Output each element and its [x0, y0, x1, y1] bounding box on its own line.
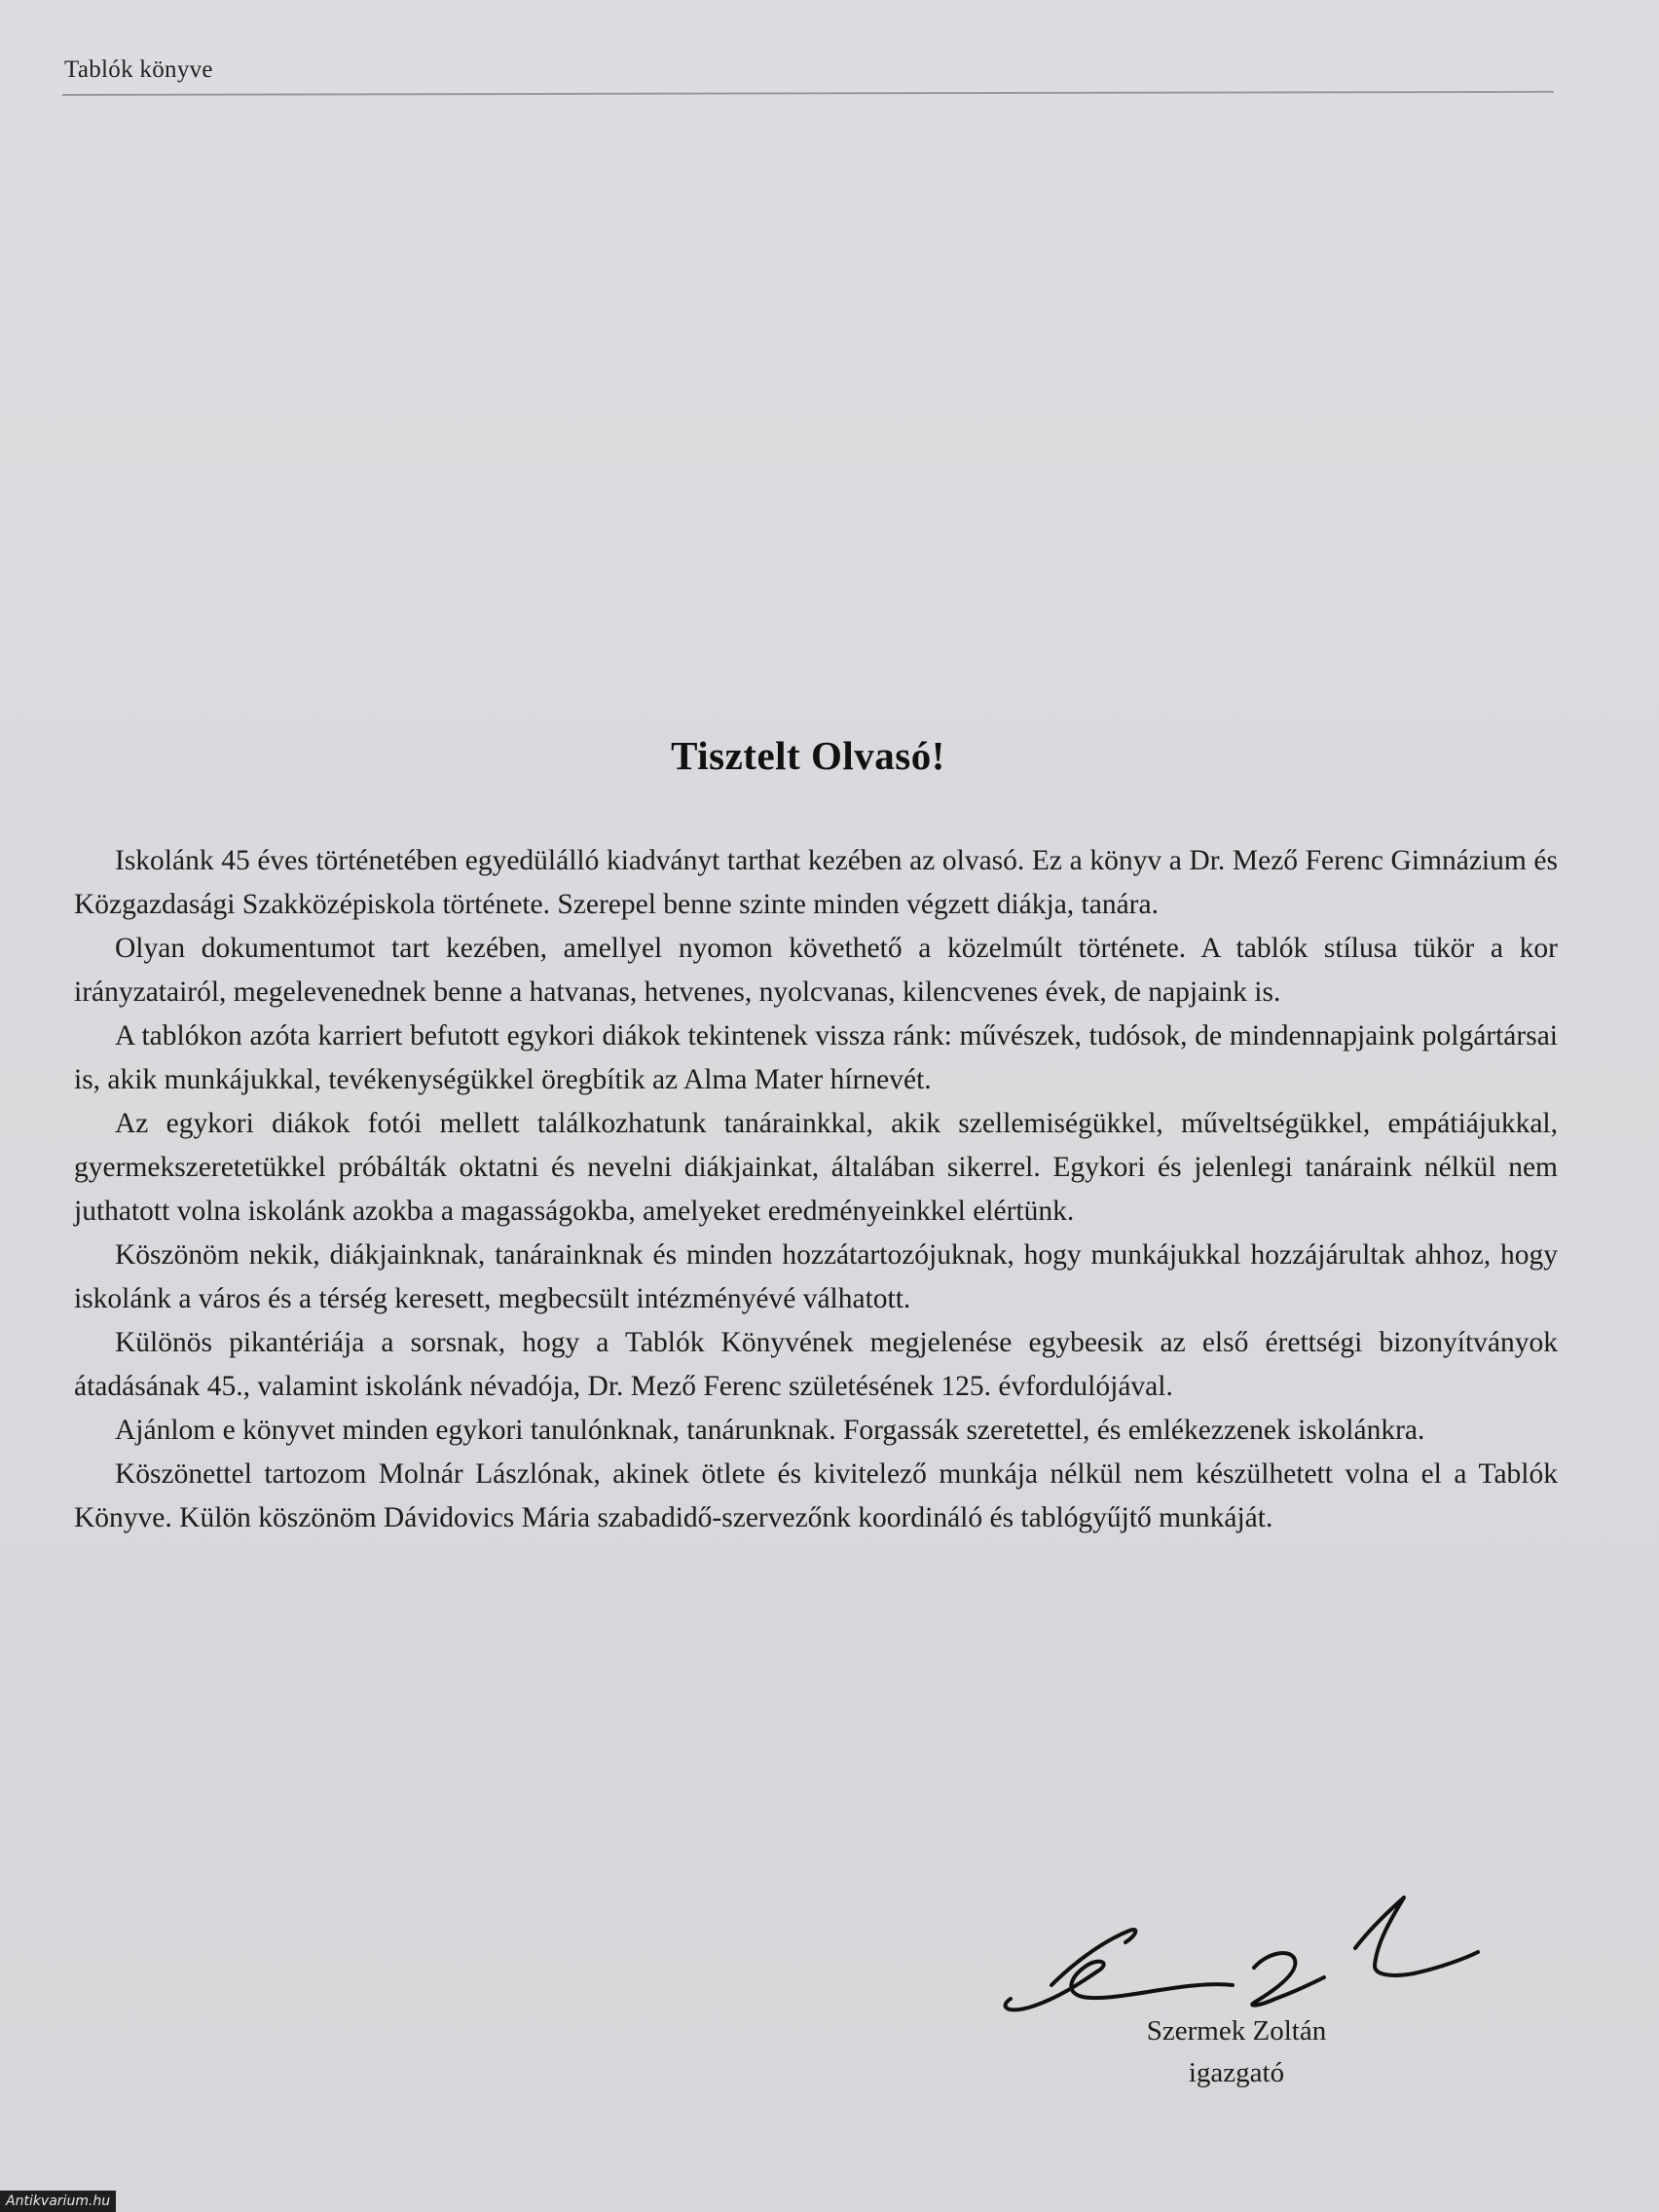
paragraph: Köszönettel tartozom Molnár Lászlónak, akinek ötlete és kivitelező munkája nélkül nem készülhetett volna el a Tablók Könyve. Külön köszönöm Dávidovics Mária szabadidő-szervezőnk koordináló és tablógyűjtő munkáját.	[74, 1458, 1558, 1533]
signatory-name: Szermek Zoltán	[1146, 2015, 1327, 2046]
paragraph: A tablókon azóta karriert befutott egykori diákok tekintenek vissza ránk: művészek, tudósok, de mindennapjaink polgártársai is, akik munkájukkal, tevékenységükkel öregbítik az Alma Mater hírnevét.	[74, 1020, 1558, 1095]
paragraph: Különös pikantériája a sorsnak, hogy a Tablók Könyvének megjelenése egybeesik az első érettségi bizonyítványok átadásának 45., valamint iskolánk névadója, Dr. Mező Ferenc születésének 125. évfordulójával.	[74, 1327, 1558, 1402]
letter-body	[74, 839, 1558, 1540]
paragraph: Iskolánk 45 éves történetében egyedülálló kiadványt tarthat kezében az olvasó. Ez a könyv a Dr. Mező Ferenc Gimnázium és Közgazdasági Szakközépiskola története. Szerepel benne szinte minden végzett diákja, tanára.	[74, 845, 1558, 920]
paragraph: Ajánlom e könyvet minden egykori tanulónknak, tanárunknak. Forgassák szeretettel, és emlékezzenek iskolánkra.	[115, 1415, 1425, 1446]
paragraph: Olyan dokumentumot tart kezében, amellyel nyomon követhető a közelmúlt története. A tablók stílusa tükör a kor irányzatairól, megelevenednek benne a hatvanas, hetvenes, nyolcvanas, kilencvenes évek, de napjaink is.	[74, 933, 1558, 1008]
signatory-role: igazgató	[1188, 2057, 1285, 2088]
handwritten-signature	[993, 1884, 1480, 2020]
running-head: Tablók könyve	[64, 56, 213, 83]
paragraph: Az egykori diákok fotói mellett találkozhatunk tanárainkkal, akik szellemiségükkel, műveltségükkel, empátiájukkal, gyermekszeretetükkel próbálták oktatni és nevelni diákjainkat, általában sikerrel. Egykori és jelenlegi tanáraink nélkül nem juthatott volna iskolánk azokba a magasságokba, amelyeket eredményeinkkel elértünk.	[74, 1108, 1558, 1227]
letter-title: Tisztelt Olvasó!	[671, 733, 945, 778]
watermark: Antikvarium.hu	[0, 2191, 116, 2212]
paragraph: Köszönöm nekik, diákjainknak, tanárainknak és minden hozzátartozójuknak, hogy munkájukkal hozzájárultak ahhoz, hogy iskolánk a város és a térség keresett, megbecsült intézményévé válhatott.	[74, 1239, 1558, 1314]
header-rule	[62, 92, 1554, 95]
signatory-block	[1071, 2010, 1402, 2094]
